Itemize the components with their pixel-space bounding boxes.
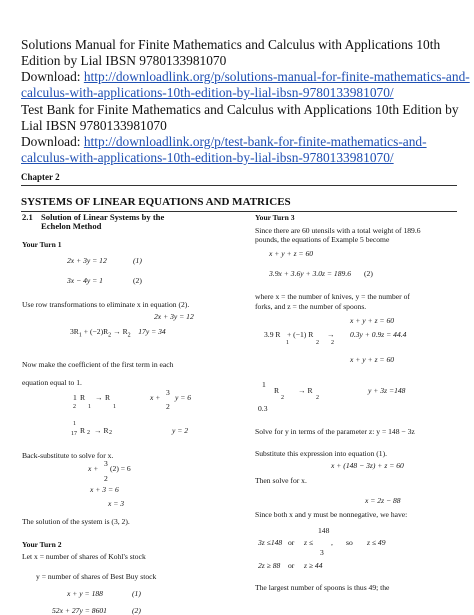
variables-definition-b: forks, and z = the number of spoons. — [255, 302, 367, 311]
header-line-1: Solutions Manual for Finite Mathematics and Calculus with Applications 10th — [21, 37, 441, 52]
bs-line-1a: x + — [88, 464, 99, 473]
download-label-2: Download: — [21, 134, 84, 149]
equation-r1: x + y + z = 60 — [269, 249, 314, 258]
scaled-eq-frac-num: 3 — [166, 388, 170, 397]
equation-r5: x + y + z = 60 — [350, 355, 395, 364]
equation-r7: x + (148 − 3z) + z = 60 — [331, 461, 404, 470]
equation-r8: x = 2z − 88 — [365, 496, 401, 505]
row-op-b: + (−2)R — [83, 327, 109, 336]
ineq-comma: , — [331, 538, 333, 547]
section-number: 2.1 — [22, 212, 33, 222]
scale2-arrow: → R — [94, 426, 109, 435]
scaled-eq-2: y = 2 — [172, 426, 189, 435]
ineq-so: so — [346, 538, 353, 547]
equation-r6: y + 3z =148 — [368, 386, 406, 395]
chapter-label: Chapter 2 — [21, 172, 60, 182]
scale-sub-1b: 1 — [113, 404, 116, 410]
largest-spoons-text: The largest number of spoons is thus 49; the — [255, 583, 390, 592]
row-op-result: 17y = 34 — [138, 327, 166, 336]
bs-frac-den: 2 — [104, 474, 108, 483]
equation-6: 52x + 27y = 8601 — [52, 606, 107, 615]
ineq-1g: z ≤ 49 — [367, 538, 386, 547]
variable-y-definition: y = number of shares of Best Buy stock — [36, 572, 157, 581]
scale-frac-num: 1 — [73, 393, 77, 402]
solutions-link-part-2[interactable]: calculus-with-applications-10th-edition-by-lial-ibsn-9780133981070/ — [21, 85, 394, 100]
utensils-intro-b: pounds, the equations of Example 5 become — [255, 235, 390, 244]
row-op-r-arrow: → — [327, 330, 335, 339]
scale2-sub: 2 — [87, 430, 90, 436]
row-op-sub-2: 2 — [108, 332, 112, 339]
page-title: SYSTEMS OF LINEAR EQUATIONS AND MATRICES — [21, 196, 291, 208]
equation-r3: x + y + z = 60 — [350, 316, 395, 325]
your-turn-3: Your Turn 3 — [255, 213, 295, 222]
download-label: Download: — [21, 69, 84, 84]
scale-row-r1: R — [80, 393, 86, 402]
equation-5-number: (1) — [132, 589, 141, 598]
row-op-r-b: + (−1) R — [287, 330, 314, 339]
your-turn-1: Your Turn 1 — [22, 240, 62, 249]
header-line-2: Edition by Lial IBSN 9780133981070 — [21, 53, 227, 68]
bs-line-4: x = 3 — [108, 499, 125, 508]
scale-r-arrow: → R — [298, 386, 313, 395]
equation-r2-number: (2) — [364, 269, 373, 278]
solve-for-y: Solve for y in terms of the parameter z: y = 148 − 3z — [255, 427, 415, 436]
row-op-r-a: 3.9 R — [264, 330, 281, 339]
header-line-5: Test Bank for Finite Mathematics and Calculus with Applications 10th Edition by — [21, 102, 459, 117]
top-rule — [21, 185, 457, 186]
bs-frac-num: 3 — [104, 459, 108, 468]
scale2-row: R — [80, 426, 86, 435]
equation-r2: 3.9x + 3.6y + 3.0z = 189.6 — [269, 269, 352, 278]
row-op-r-sub-1: 1 — [286, 340, 289, 346]
scale-arrow: → — [95, 393, 103, 402]
scale-r-row: R — [274, 386, 280, 395]
scale-sub-1: 1 — [88, 404, 91, 410]
equation-2: 3x − 4y = 1 — [67, 276, 103, 285]
scaled-eq-y: y = 6 — [175, 393, 192, 402]
scale2-sub-2: 2 — [109, 430, 112, 436]
equation-3: 2x + 3y = 12 — [154, 312, 194, 321]
header-line-6: Lial IBSN 9780133981070 — [21, 118, 167, 133]
substitute-text: Substitute this expression into equation (1). — [255, 449, 388, 458]
row-op-sub-3: 2 — [127, 332, 131, 339]
equation-2-number: (2) — [133, 276, 142, 285]
ineq-2b: or — [288, 561, 295, 570]
scale-r-sub-1: 2 — [281, 395, 284, 401]
variable-x-definition: Let x = number of shares of Kohl's stock — [22, 552, 146, 561]
ineq-1c: z ≤ — [304, 538, 314, 547]
row-op-c: → R — [113, 327, 128, 336]
ineq-frac-num: 148 — [318, 526, 330, 535]
bs-line-3: x + 3 = 6 — [90, 485, 119, 494]
row-op-r-sub-2: 2 — [316, 340, 319, 346]
variables-definition-a: where x = the number of knives, y = the number of — [255, 292, 410, 301]
equation-5: x + y = 188 — [67, 589, 103, 598]
solutions-link-part-1[interactable]: http://downloadlink.org/p/solutions-manual-for-finite-mathematics-and- — [83, 69, 470, 84]
your-turn-2: Your Turn 2 — [22, 540, 62, 549]
ineq-1a: 3z ≤148 — [258, 538, 283, 547]
row-operation — [70, 327, 166, 341]
testbank-link-part-2[interactable]: calculus-with-applications-10th-edition-by-lial-ibsn-9780133981070/ — [21, 150, 394, 165]
scale2-frac-num: 1 — [73, 421, 76, 427]
scaled-eq-frac-den: 2 — [166, 402, 170, 411]
row-op-a: 3R — [70, 327, 79, 336]
instruction-row-transform: Use row transformations to eliminate x in equation (2). — [22, 300, 190, 309]
ineq-2a: 2z ≥ 88 — [258, 561, 281, 570]
scale-frac-den: 2 — [73, 404, 76, 410]
ineq-1b: or — [288, 538, 295, 547]
row-op-r-sub-3: 2 — [331, 340, 334, 346]
section-title-1: Solution of Linear Systems by the — [41, 212, 165, 222]
scale-r-num: 1 — [262, 380, 266, 389]
solution-statement: The solution of the system is (3, 2). — [22, 517, 130, 526]
scale-r-sub-2: 2 — [316, 395, 319, 401]
instruction-coefficient-b: equation equal to 1. — [22, 378, 82, 387]
equation-1-number: (1) — [133, 256, 142, 265]
bs-line-1c: (2) = 6 — [110, 464, 131, 473]
equation-1: 2x + 3y = 12 — [67, 256, 107, 265]
section-title-2: Echelon Method — [41, 221, 102, 231]
utensils-intro-a: Since there are 60 utensils with a total weight of 189.6 — [255, 226, 421, 235]
instruction-coefficient-a: Now make the coefficient of the first term in each — [22, 360, 174, 369]
row-op-sub-1: 1 — [78, 332, 82, 339]
ineq-frac-den: 3 — [320, 548, 324, 557]
scale2-frac-den: 17 — [71, 431, 77, 437]
header-line-7 — [21, 134, 427, 150]
header-line-3 — [21, 69, 470, 85]
row-op-r-result: 0.3y + 0.9z = 44.4 — [350, 330, 407, 339]
scale-r-den: 0.3 — [258, 404, 268, 413]
testbank-link-part-1[interactable]: http://downloadlink.org/p/test-bank-for-finite-mathematics-and- — [83, 134, 427, 149]
back-substitute-text: Back-substitute to solve for x. — [22, 451, 114, 460]
nonnegative-text: Since both x and y must be nonnegative, we have: — [255, 510, 408, 519]
scaled-eq-x: x + — [150, 393, 161, 402]
scale-row-r1-target: R — [105, 393, 111, 402]
ineq-2c: z ≥ 44 — [304, 561, 323, 570]
solve-for-x: Then solve for x. — [255, 476, 307, 485]
equation-6-number: (2) — [132, 606, 141, 615]
